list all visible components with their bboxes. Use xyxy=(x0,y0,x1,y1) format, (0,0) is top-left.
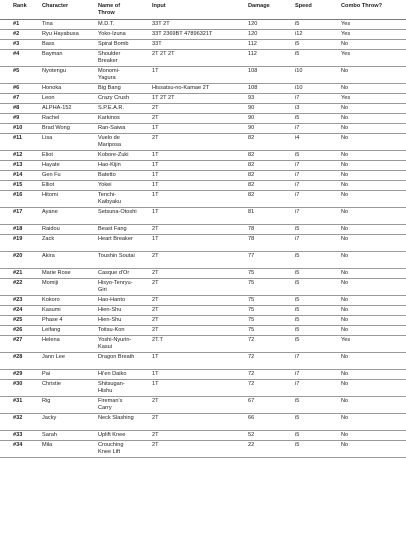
cell-input: 2T 2T 2T xyxy=(139,50,235,67)
cell-combo-throw: No xyxy=(328,252,406,269)
cell-speed: i5 xyxy=(282,40,328,50)
cell-character: Phase 4 xyxy=(29,316,85,326)
table-row xyxy=(0,181,406,191)
header-combo-throw: Combo Throw? xyxy=(328,0,406,20)
table-row xyxy=(0,161,406,171)
cell-rank: #7 xyxy=(0,94,29,104)
cell-input: 1T xyxy=(139,161,235,171)
cell-rank: #2 xyxy=(0,30,29,40)
cell-throw-name: Shoulder Breaker xyxy=(85,50,139,67)
cell-rank: #33 xyxy=(0,431,29,441)
cell-input: 2T xyxy=(139,431,235,441)
table-row xyxy=(0,20,406,30)
cell-damage: 77 xyxy=(235,252,282,269)
cell-damage: 108 xyxy=(235,84,282,94)
cell-damage: 81 xyxy=(235,208,282,225)
cell-input: 2T xyxy=(139,414,235,431)
cell-character: Momiji xyxy=(29,279,85,296)
cell-character: Bass xyxy=(29,40,85,50)
cell-rank: #19 xyxy=(0,235,29,252)
cell-throw-name: Monomi-Yagura xyxy=(85,67,139,84)
cell-speed: i5 xyxy=(282,316,328,326)
cell-character: Jann Lee xyxy=(29,353,85,370)
cell-character: Ryu Hayabusa xyxy=(29,30,85,40)
cell-throw-name: Heart Breaker xyxy=(85,235,139,252)
cell-damage: 52 xyxy=(235,431,282,441)
cell-damage: 82 xyxy=(235,134,282,151)
cell-character: Akira xyxy=(29,252,85,269)
cell-character: Bayman xyxy=(29,50,85,67)
cell-speed: i7 xyxy=(282,191,328,208)
cell-speed: i7 xyxy=(282,235,328,252)
header-throw-name: Name of Throw xyxy=(85,0,139,20)
cell-throw-name: Beast Fang xyxy=(85,225,139,235)
cell-speed: i7 xyxy=(282,353,328,370)
cell-throw-name: Hien-Shu xyxy=(85,316,139,326)
cell-damage: 82 xyxy=(235,151,282,161)
cell-input: 2T xyxy=(139,269,235,279)
cell-rank: #10 xyxy=(0,124,29,134)
table-row xyxy=(0,151,406,161)
cell-input: 1T xyxy=(139,67,235,84)
cell-character: Gen Fu xyxy=(29,171,85,181)
cell-damage: 112 xyxy=(235,40,282,50)
cell-damage: 93 xyxy=(235,94,282,104)
cell-throw-name: Karkinos xyxy=(85,114,139,124)
cell-input: 2T xyxy=(139,306,235,316)
cell-speed: i5 xyxy=(282,114,328,124)
cell-throw-name: Hien-Shu xyxy=(85,306,139,316)
cell-input: 1T xyxy=(139,181,235,191)
cell-character: Leon xyxy=(29,94,85,104)
cell-damage: 72 xyxy=(235,370,282,380)
cell-combo-throw: No xyxy=(328,171,406,181)
cell-throw-name: Spiral Bomb xyxy=(85,40,139,50)
cell-rank: #1 xyxy=(0,20,29,30)
cell-combo-throw: No xyxy=(328,235,406,252)
cell-input: 2T xyxy=(139,316,235,326)
cell-throw-name: Vuelo de Mariposa xyxy=(85,134,139,151)
table-row xyxy=(0,134,406,151)
cell-combo-throw: No xyxy=(328,380,406,397)
cell-damage: 75 xyxy=(235,326,282,336)
cell-character: Kokoro xyxy=(29,296,85,306)
cell-throw-name: Toushin Soutai xyxy=(85,252,139,269)
cell-character: Raidou xyxy=(29,225,85,235)
cell-throw-name: Setsuna-Otoshi xyxy=(85,208,139,225)
cell-character: Pai xyxy=(29,370,85,380)
cell-input: 2T xyxy=(139,252,235,269)
cell-damage: 82 xyxy=(235,171,282,181)
cell-character: Marie Rose xyxy=(29,269,85,279)
cell-combo-throw: No xyxy=(328,316,406,326)
cell-combo-throw: No xyxy=(328,104,406,114)
cell-speed: i5 xyxy=(282,414,328,431)
table-row xyxy=(0,171,406,181)
cell-character: Hayate xyxy=(29,161,85,171)
cell-speed: i5 xyxy=(282,431,328,441)
cell-damage: 75 xyxy=(235,296,282,306)
cell-throw-name: Casque d'Or xyxy=(85,269,139,279)
cell-input: 33T 2T xyxy=(139,20,235,30)
cell-input: 33T xyxy=(139,40,235,50)
header-rank: Rank xyxy=(0,0,29,20)
cell-damage: 82 xyxy=(235,161,282,171)
cell-damage: 75 xyxy=(235,279,282,296)
cell-rank: #21 xyxy=(0,269,29,279)
cell-speed: i5 xyxy=(282,441,328,458)
cell-character: Rig xyxy=(29,397,85,414)
cell-throw-name: Kobore-Zuki xyxy=(85,151,139,161)
cell-input: 2T xyxy=(139,104,235,114)
cell-rank: #16 xyxy=(0,191,29,208)
cell-speed: i10 xyxy=(282,67,328,84)
cell-input: 1T xyxy=(139,370,235,380)
cell-damage: 90 xyxy=(235,114,282,124)
cell-character: ALPHA-152 xyxy=(29,104,85,114)
cell-character: Honoka xyxy=(29,84,85,94)
cell-throw-name: Ran-Saiwa xyxy=(85,124,139,134)
cell-speed: i4 xyxy=(282,134,328,151)
cell-input: 2T xyxy=(139,114,235,124)
cell-throw-name: Neck Slashing xyxy=(85,414,139,431)
cell-rank: #6 xyxy=(0,84,29,94)
cell-throw-name: Fireman's Carry xyxy=(85,397,139,414)
table-row xyxy=(0,326,406,336)
cell-rank: #15 xyxy=(0,181,29,191)
cell-character: Leifang xyxy=(29,326,85,336)
cell-character: Elliot xyxy=(29,181,85,191)
header-speed: Speed xyxy=(282,0,328,20)
cell-damage: 75 xyxy=(235,316,282,326)
table-row xyxy=(0,306,406,316)
cell-throw-name: Hao-Hanto xyxy=(85,296,139,306)
cell-throw-name: Yokei xyxy=(85,181,139,191)
cell-damage: 75 xyxy=(235,269,282,279)
cell-character: Eliot xyxy=(29,151,85,161)
cell-speed: i7 xyxy=(282,380,328,397)
cell-combo-throw: No xyxy=(328,225,406,235)
cell-throw-name: Yoshi-Nyurin-Kasui xyxy=(85,336,139,353)
cell-speed: i5 xyxy=(282,336,328,353)
table-row xyxy=(0,336,406,353)
cell-input: 1T xyxy=(139,208,235,225)
cell-speed: i5 xyxy=(282,20,328,30)
cell-speed: i7 xyxy=(282,94,328,104)
cell-combo-throw: No xyxy=(328,279,406,296)
cell-throw-name: Yoko-Izuna xyxy=(85,30,139,40)
cell-input: 1T xyxy=(139,353,235,370)
cell-damage: 22 xyxy=(235,441,282,458)
cell-rank: #17 xyxy=(0,208,29,225)
cell-throw-name: Hi'en Daiko xyxy=(85,370,139,380)
cell-character: Nyotengu xyxy=(29,67,85,84)
cell-rank: #30 xyxy=(0,380,29,397)
cell-combo-throw: No xyxy=(328,296,406,306)
cell-character: Christie xyxy=(29,380,85,397)
cell-throw-name: Toitsu-Kon xyxy=(85,326,139,336)
cell-rank: #11 xyxy=(0,134,29,151)
header-damage: Damage xyxy=(235,0,282,20)
cell-rank: #31 xyxy=(0,397,29,414)
table-row xyxy=(0,50,406,67)
table-row xyxy=(0,441,406,458)
cell-combo-throw: No xyxy=(328,370,406,380)
cell-character: Lisa xyxy=(29,134,85,151)
cell-combo-throw: No xyxy=(328,67,406,84)
cell-input: 1T xyxy=(139,124,235,134)
cell-throw-name: Uplift Knee xyxy=(85,431,139,441)
cell-damage: 66 xyxy=(235,414,282,431)
cell-damage: 82 xyxy=(235,191,282,208)
cell-combo-throw: No xyxy=(328,353,406,370)
cell-damage: 72 xyxy=(235,336,282,353)
cell-combo-throw: No xyxy=(328,431,406,441)
table-row xyxy=(0,252,406,269)
header-input: Input xyxy=(139,0,235,20)
cell-rank: #4 xyxy=(0,50,29,67)
cell-damage: 120 xyxy=(235,20,282,30)
cell-combo-throw: Yes xyxy=(328,20,406,30)
cell-damage: 112 xyxy=(235,50,282,67)
cell-rank: #8 xyxy=(0,104,29,114)
cell-speed: i5 xyxy=(282,397,328,414)
table-row xyxy=(0,370,406,380)
cell-character: Mila xyxy=(29,441,85,458)
cell-speed: i7 xyxy=(282,171,328,181)
cell-rank: #3 xyxy=(0,40,29,50)
cell-input: 2T xyxy=(139,441,235,458)
cell-damage: 78 xyxy=(235,225,282,235)
cell-combo-throw: No xyxy=(328,306,406,316)
cell-combo-throw: No xyxy=(328,134,406,151)
header-character: Character xyxy=(29,0,85,20)
cell-throw-name: Tenchi-Kaibyaku xyxy=(85,191,139,208)
cell-combo-throw: No xyxy=(328,124,406,134)
table-row xyxy=(0,94,406,104)
cell-input: 2T xyxy=(139,134,235,151)
cell-input: 33T 2369BT 47896321T xyxy=(139,30,235,40)
cell-damage: 72 xyxy=(235,380,282,397)
cell-combo-throw: No xyxy=(328,269,406,279)
cell-input: 1T xyxy=(139,191,235,208)
cell-speed: i7 xyxy=(282,124,328,134)
cell-input: 2T xyxy=(139,279,235,296)
cell-rank: #28 xyxy=(0,353,29,370)
cell-damage: 72 xyxy=(235,353,282,370)
cell-speed: i10 xyxy=(282,84,328,94)
cell-input: 2T xyxy=(139,397,235,414)
cell-rank: #12 xyxy=(0,151,29,161)
cell-input: 1T xyxy=(139,380,235,397)
cell-speed: i5 xyxy=(282,252,328,269)
table-row xyxy=(0,208,406,225)
cell-combo-throw: No xyxy=(328,40,406,50)
cell-character: Zack xyxy=(29,235,85,252)
cell-combo-throw: No xyxy=(328,397,406,414)
table-row xyxy=(0,380,406,397)
cell-rank: #34 xyxy=(0,441,29,458)
cell-speed: i5 xyxy=(282,151,328,161)
cell-character: Helena xyxy=(29,336,85,353)
cell-rank: #20 xyxy=(0,252,29,269)
cell-rank: #22 xyxy=(0,279,29,296)
cell-rank: #29 xyxy=(0,370,29,380)
cell-rank: #14 xyxy=(0,171,29,181)
cell-speed: i5 xyxy=(282,326,328,336)
cell-damage: 90 xyxy=(235,104,282,114)
cell-combo-throw: No xyxy=(328,191,406,208)
cell-speed: i7 xyxy=(282,161,328,171)
cell-rank: #13 xyxy=(0,161,29,171)
cell-damage: 78 xyxy=(235,235,282,252)
table-row xyxy=(0,191,406,208)
cell-rank: #5 xyxy=(0,67,29,84)
cell-combo-throw: No xyxy=(328,151,406,161)
cell-rank: #26 xyxy=(0,326,29,336)
cell-damage: 75 xyxy=(235,306,282,316)
cell-damage: 82 xyxy=(235,181,282,191)
table-row xyxy=(0,84,406,94)
cell-throw-name: M.D.T. xyxy=(85,20,139,30)
cell-character: Sarah xyxy=(29,431,85,441)
table-row xyxy=(0,279,406,296)
cell-combo-throw: No xyxy=(328,326,406,336)
cell-rank: #32 xyxy=(0,414,29,431)
cell-combo-throw: Yes xyxy=(328,50,406,67)
cell-damage: 67 xyxy=(235,397,282,414)
table-row xyxy=(0,124,406,134)
table-row xyxy=(0,431,406,441)
cell-rank: #24 xyxy=(0,306,29,316)
cell-speed: i5 xyxy=(282,279,328,296)
table-row xyxy=(0,30,406,40)
cell-rank: #25 xyxy=(0,316,29,326)
cell-input: 1T xyxy=(139,171,235,181)
cell-combo-throw: No xyxy=(328,181,406,191)
cell-input: 2T xyxy=(139,326,235,336)
cell-throw-name: Crouching Knee Lift xyxy=(85,441,139,458)
cell-rank: #27 xyxy=(0,336,29,353)
cell-speed: i5 xyxy=(282,50,328,67)
cell-combo-throw: No xyxy=(328,441,406,458)
cell-throw-name: S.P.E.A.R. xyxy=(85,104,139,114)
cell-speed: i5 xyxy=(282,306,328,316)
cell-speed: i7 xyxy=(282,208,328,225)
cell-input: 2T xyxy=(139,225,235,235)
cell-input: 1T 2T 2T xyxy=(139,94,235,104)
cell-character: Hitomi xyxy=(29,191,85,208)
table-row xyxy=(0,353,406,370)
cell-damage: 120 xyxy=(235,30,282,40)
table-row xyxy=(0,316,406,326)
cell-rank: #18 xyxy=(0,225,29,235)
table-row xyxy=(0,269,406,279)
cell-throw-name: Dragon Breath xyxy=(85,353,139,370)
cell-combo-throw: No xyxy=(328,84,406,94)
cell-throw-name: Hisyo-Tenryu-Giri xyxy=(85,279,139,296)
cell-combo-throw: No xyxy=(328,208,406,225)
cell-combo-throw: No xyxy=(328,414,406,431)
table-row xyxy=(0,40,406,50)
cell-throw-name: Shitsugan-Hishu xyxy=(85,380,139,397)
cell-speed: i5 xyxy=(282,269,328,279)
cell-input: 2T xyxy=(139,296,235,306)
table-row xyxy=(0,296,406,306)
cell-combo-throw: No xyxy=(328,114,406,124)
cell-input: 1T xyxy=(139,151,235,161)
cell-speed: i3 xyxy=(282,104,328,114)
cell-speed: i7 xyxy=(282,181,328,191)
cell-character: Ayane xyxy=(29,208,85,225)
cell-speed: i7 xyxy=(282,370,328,380)
table-row xyxy=(0,104,406,114)
cell-character: Kasumi xyxy=(29,306,85,316)
cell-rank: #9 xyxy=(0,114,29,124)
cell-throw-name: Big Bang xyxy=(85,84,139,94)
cell-character: Rachel xyxy=(29,114,85,124)
cell-character: Tina xyxy=(29,20,85,30)
cell-combo-throw: No xyxy=(328,161,406,171)
table-row xyxy=(0,235,406,252)
cell-input: Hissatsu-no-Kamae 2T xyxy=(139,84,235,94)
cell-throw-name: Hao-Kijin xyxy=(85,161,139,171)
cell-speed: i5 xyxy=(282,296,328,306)
table-row xyxy=(0,225,406,235)
cell-damage: 108 xyxy=(235,67,282,84)
cell-input: 2T.T xyxy=(139,336,235,353)
cell-character: Brad Wong xyxy=(29,124,85,134)
table-row xyxy=(0,414,406,431)
cell-throw-name: Batetto xyxy=(85,171,139,181)
cell-character: Jacky xyxy=(29,414,85,431)
cell-throw-name: Crazy Crush xyxy=(85,94,139,104)
table-header-row xyxy=(0,0,406,20)
cell-combo-throw: Yes xyxy=(328,336,406,353)
table-row xyxy=(0,114,406,124)
cell-combo-throw: Yes xyxy=(328,30,406,40)
table-row xyxy=(0,397,406,414)
table-row xyxy=(0,67,406,84)
cell-speed: i5 xyxy=(282,225,328,235)
cell-input: 1T xyxy=(139,235,235,252)
cell-damage: 90 xyxy=(235,124,282,134)
cell-speed: i12 xyxy=(282,30,328,40)
cell-combo-throw: Yes xyxy=(328,94,406,104)
cell-rank: #23 xyxy=(0,296,29,306)
